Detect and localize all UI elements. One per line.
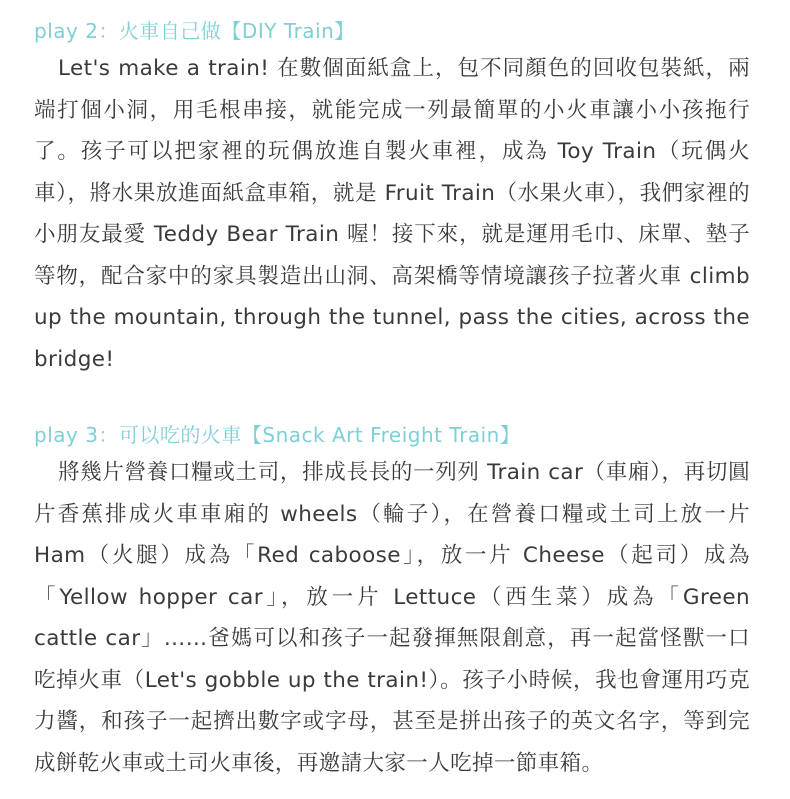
play3-heading: play 3：可以吃的火車【Snack Art Freight Train】: [34, 423, 521, 447]
play2-paragraph: Let's make a train! 在數個面紙盒上，包不同顏色的回收包裝紙，兩端打個小洞，用毛根串接，就能完成一列最簡單的小火車讓小小孩拖行了。孩子可以把家裡的玩偶放進自製火車裡，成為 Toy Train（玩偶火車），將水果放進面紙盒車箱，就是 Fruit Train（水果火車），我們家裡的小朋友最愛 Teddy Bear Train 喔！接下來，就是運用毛巾、床單、墊子等物，配合家中的家具製造出山洞、高架橋等情境讓孩子拉著火車 climb up the mountain, through the tunnel, pass the cities, across the bridge!: [34, 56, 750, 372]
article: [34, 14, 750, 784]
play2-heading: play 2：火車自己做【DIY Train】: [34, 19, 355, 43]
section-divider: [34, 380, 750, 418]
play3-paragraph: 將幾片營養口糧或土司，排成長長的一列列 Train car（車廂），再切圓片香蕉排成火車車廂的 wheels（輪子），在營養口糧或土司上放一片 Ham（火腿）成為「Red caboose」，放一片 Cheese（起司）成為「Yellow hopper car」，放一片 Lettuce（西生菜）成為「Green cattle car」……爸媽可以和孩子一起發揮無限創意，再一起當怪獸一口吃掉火車（Let's gobble up the train!）。孩子小時候，我也會運用巧克力醬，和孩子一起擠出數字或字母，甚至是拼出孩子的英文名字，等到完成餅乾火車或土司火車後，再邀請大家一人吃掉一節車箱。: [34, 460, 750, 776]
